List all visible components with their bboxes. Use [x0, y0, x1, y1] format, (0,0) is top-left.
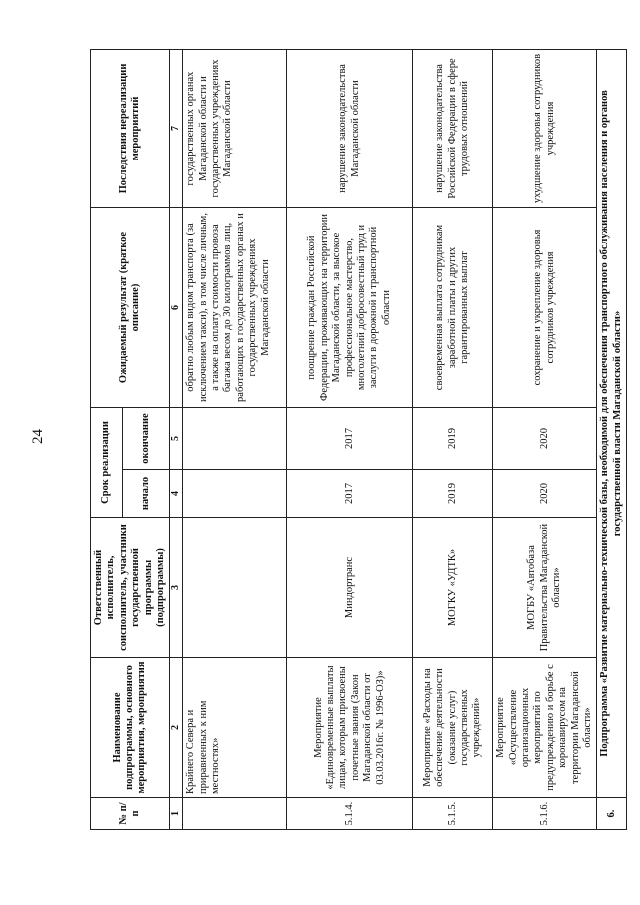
- col-number: 4: [170, 470, 183, 518]
- rotated-table-wrapper: [90, 50, 623, 830]
- row-name: Мероприятие «Расходы на обеспечение деятельности (оказание услуг) государственных учреждений»: [413, 658, 493, 798]
- subprogram-title: Подпрограмма «Развитие материально-технической базы, необходимой для обеспечения транспортного обслуживания населения и органов государственной власти Магаданской области»: [597, 50, 627, 798]
- row-end: [183, 408, 287, 470]
- row-executor: Миндортранс: [287, 518, 413, 658]
- row-start: [183, 470, 287, 518]
- header-num: № п/п: [91, 798, 170, 830]
- row-num: [183, 798, 287, 830]
- row-consequences: государственных органах Магаданской области и государственных учреждениях Магаданской области: [183, 50, 287, 208]
- header-executor: Ответственный исполнитель, соисполнитель, участники государственной программы (подпрограммы): [91, 518, 170, 658]
- row-result: поощрение граждан Российской Федерации, проживающих на территории Магаданской области, за высокое профессиональное мастерство, многолетний добросовестный труд и заслуги в дорожной и транспортной области: [287, 208, 413, 408]
- row-num: 5.1.5.: [413, 798, 493, 830]
- row-name: Мероприятие «Единовременные выплаты лицам, которым присвоены почетные звания (Закон Магаданской области от 03.03.2016г. № 1996-ОЗ)»: [287, 658, 413, 798]
- row-start: 2020: [493, 470, 597, 518]
- row-executor: МОГКУ «УДТК»: [413, 518, 493, 658]
- row-num: 5.1.6.: [493, 798, 597, 830]
- program-table: [90, 49, 627, 830]
- row-consequences: нарушение законодательства Российской Федерации в сфере трудовых отношений: [413, 50, 493, 208]
- header-end: окончание: [123, 408, 170, 470]
- row-end: 2017: [287, 408, 413, 470]
- header-result: Ожидаемый результат (краткое описание): [91, 208, 170, 408]
- col-number: 6: [170, 208, 183, 408]
- col-number: 3: [170, 518, 183, 658]
- row-executor: МОГБУ «Автобаза Правительства Магаданской области»: [493, 518, 597, 658]
- column-number-row: [170, 50, 183, 830]
- col-number: 5: [170, 408, 183, 470]
- page-number: 24: [30, 429, 46, 444]
- col-number: 1: [170, 798, 183, 830]
- header-start: начало: [123, 470, 170, 518]
- row-result: обратно любым видом транспорта (за исключением такси), в том числе личным, а также на оплату стоимости провоза багажа весом до 30 килограммов лиц, работающих в государственных органах и государственных учреждениях Магаданской области: [183, 208, 287, 408]
- subprogram-num: 6.: [597, 798, 627, 830]
- table-row: [287, 50, 413, 830]
- row-result: своевременная выплата сотрудникам заработной платы и других гарантированных выплат: [413, 208, 493, 408]
- row-end: 2020: [493, 408, 597, 470]
- row-executor: [183, 518, 287, 658]
- header-term: Срок реализации: [91, 408, 123, 518]
- row-consequences: нарушение законодательства Магаданской области: [287, 50, 413, 208]
- row-start: 2017: [287, 470, 413, 518]
- subprogram-row: [597, 50, 627, 830]
- row-result: сохранение и укрепление здоровья сотрудников учреждения: [493, 208, 597, 408]
- table-row: [183, 50, 287, 830]
- row-name: Крайнего Севера и приравненных к ним местностях»: [183, 658, 287, 798]
- row-num: 5.1.4.: [287, 798, 413, 830]
- row-end: 2019: [413, 408, 493, 470]
- col-number: 7: [170, 50, 183, 208]
- header-name: Наименование подпрограммы, основного мероприятия, мероприятия: [91, 658, 170, 798]
- header-consequences: Последствия нереализации мероприятий: [91, 50, 170, 208]
- row-start: 2019: [413, 470, 493, 518]
- row-name: Мероприятие «Осуществление организационных мероприятий по предупреждению и борьбе с коронавирусом на территории Магаданской области»: [493, 658, 597, 798]
- table-row: [493, 50, 597, 830]
- col-number: 2: [170, 658, 183, 798]
- table-row: [413, 50, 493, 830]
- row-consequences: ухудшение здоровья сотрудников учреждения: [493, 50, 597, 208]
